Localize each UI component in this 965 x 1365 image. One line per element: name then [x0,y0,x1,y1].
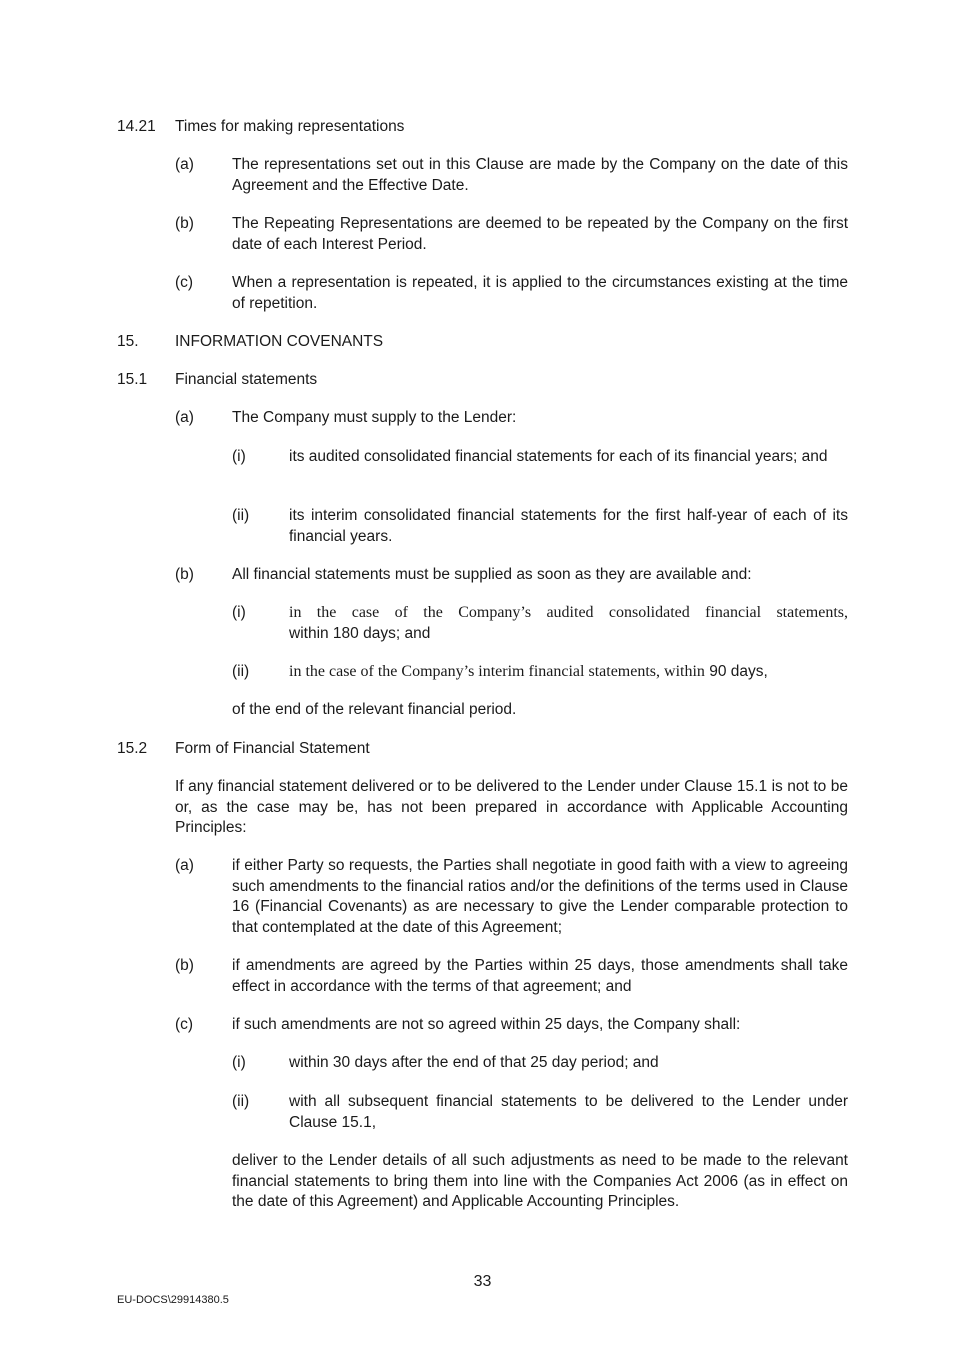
clause-15-1-b [175,565,848,586]
item-label: (i) [232,1054,246,1071]
clause-14-21-heading [117,117,405,138]
clause-15-1-heading [117,370,318,391]
item-label: (i) [232,604,246,621]
clause-15-1-a-i [232,447,848,468]
clause-14-21-b [175,214,848,255]
item-label: (a) [175,409,194,426]
item-text: if amendments are agreed by the Parties within 25 days, those amendments shall take effect in accordance with the terms of that agreement; and [232,957,848,995]
clause-15-2-c-ii [232,1092,848,1133]
item-label: (b) [175,957,194,974]
item-text: The Company must supply to the Lender: [232,409,517,426]
item-label: (b) [175,566,194,583]
clause-15-2-intro: If any financial statement delivered or to be delivered to the Lender under Clause 15.1 is not to be or, as the case may be, has not been prepared in accordance with Applicable Accounting Principles: [175,778,848,836]
clause-title: Form of Financial Statement [175,740,370,757]
clause-number: 15.1 [117,371,148,388]
document-reference: EU-DOCS\29914380.5 [117,1294,229,1306]
item-text: within 30 days after the end of that 25 day period; and [289,1054,659,1071]
item-text: if such amendments are not so agreed within 25 days, the Company shall: [232,1016,741,1033]
clause-number: 14.21 [117,118,156,135]
clause-title: INFORMATION COVENANTS [175,333,384,350]
clause-14-21-c [175,273,848,314]
page-number: 33 [473,1273,492,1290]
item-label: (ii) [232,1093,250,1110]
item-label: (c) [175,1016,194,1033]
clause-15-1-b-closing: of the end of the relevant financial period. [232,701,517,718]
clause-14-21-a [175,155,848,196]
item-label: (ii) [232,663,250,680]
clause-15-2-closing: deliver to the Lender details of all such adjustments as need to be made to the relevant financial statements to bring them into line with the Companies Act 2006 (as in effect on the date of this Agreement) and Applicable Accounting Principles. [232,1152,848,1210]
clause-15-2-c-i [232,1053,848,1074]
item-label: (b) [175,215,194,232]
item-text: within 180 days; and [289,624,431,642]
clause-title: Financial statements [175,371,318,388]
item-text: if either Party so requests, the Parties shall negotiate in good faith with a view to agreeing such amendments to the financial ratios and/or the definitions of the terms used in Clause 16 (Financial Covenants) as are necessary to give the Lender comparable protection to that contemplated at the date of this Agreement; [232,857,848,936]
clause-15-2-heading [117,739,370,760]
item-text: its interim consolidated financial statements for the first half-year of each of its financial years. [289,507,848,545]
clause-number: 15. [117,333,139,350]
item-text-serif: in the case of the Company’s audited consolidated financial statements, [289,604,848,621]
item-text-serif: in the case of the Company’s interim financial statements, within [289,663,705,680]
clause-15-2-a [175,856,848,938]
item-label: (a) [175,857,194,874]
item-label: (c) [175,274,194,291]
clause-15-1-a [175,408,848,429]
item-text: its audited consolidated financial statements for each of its financial years; and [289,448,828,465]
clause-15-1-a-ii [232,506,848,547]
item-text: with all subsequent financial statements to be delivered to the Lender under Clause 15.1, [289,1093,848,1131]
item-label: (a) [175,156,194,173]
item-label: (i) [232,448,246,465]
item-text: When a representation is repeated, it is applied to the circumstances existing at the time of repetition. [232,274,848,312]
item-label: (ii) [232,507,250,524]
clause-number: 15.2 [117,740,148,757]
item-text: The representations set out in this Clause are made by the Company on the date of this Agreement and the Effective Date. [232,156,848,194]
item-text: All financial statements must be supplied as soon as they are available and: [232,566,752,583]
item-text: The Repeating Representations are deemed to be repeated by the Company on the first date of each Interest Period. [232,215,848,253]
clause-15-2-b [175,956,848,997]
clause-15-heading [117,332,384,353]
item-text: 90 days, [709,663,768,680]
clause-15-1-b-i [232,603,848,644]
clause-title: Times for making representations [175,118,405,135]
clause-15-1-b-ii [232,662,848,683]
clause-15-2-c [175,1015,848,1036]
